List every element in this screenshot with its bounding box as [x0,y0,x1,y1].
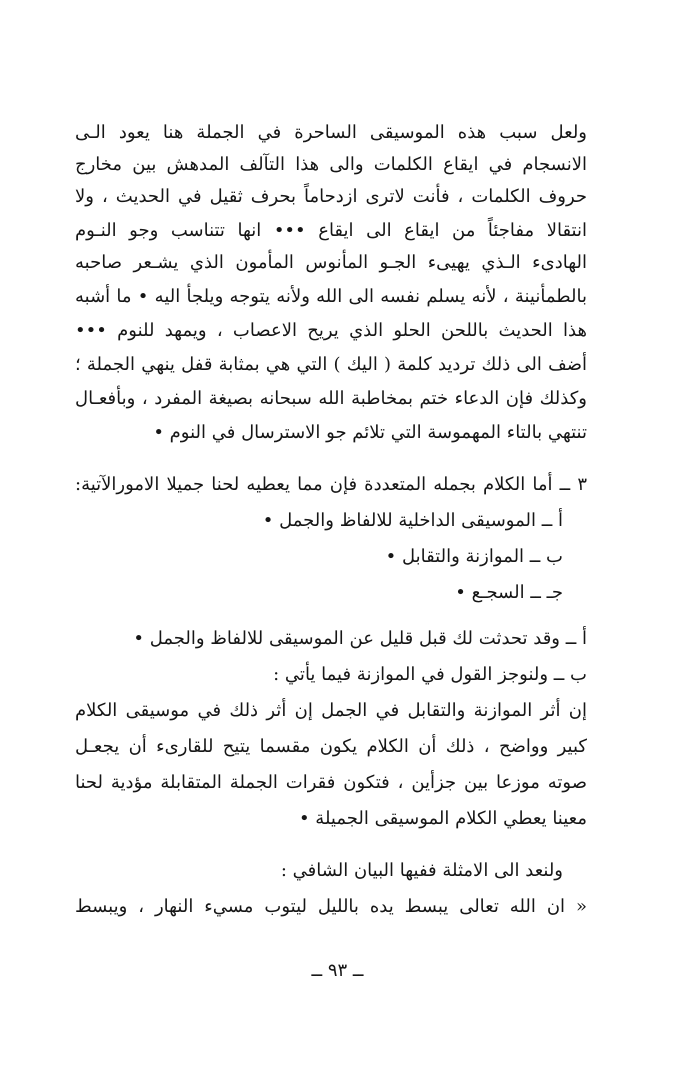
page-number: ــ ٩٣ ــ [311,960,364,981]
text-line: بالطمأنينة ، لأنه يسلم نفسه الى الله ولأنه يتوجه ويلجأ اليه • ما أشبه [75,286,587,307]
text-line: ولنعد الى الامثلة ففيها البيان الشافي : [280,860,563,881]
text-line: كبير وواضح ، ذلك أن الكلام يكون مقسما يتيح للقارىء أن يجعـل [75,736,587,757]
text-line: تنتهي بالتاء المهموسة التي تلائم جو الاسترسال في النوم • [153,422,587,443]
section-heading: ٣ ــ أما الكلام بجمله المتعددة فإن مما يعطيه لحنا جميلا الامورالآتية: [75,474,587,495]
text-line: ولعل سبب هذه الموسيقى الساحرة في الجملة هنا يعود الـى [75,122,587,143]
text-line: الانسجام في ايقاع الكلمات والى هذا التآلف المدهش بين مخارج [75,154,587,175]
list-item: ب ــ الموازنة والتقابل • [385,546,563,567]
text-line: صوته موزعا بين جزأين ، فتكون فقرات الجملة المتقابلة مؤدية لحنا [75,772,587,793]
text-line: أ ــ وقد تحدثت لك قبل قليل عن الموسيقى للالفاظ والجمل • [133,628,587,649]
text-line: معينا يعطي الكلام الموسيقى الجميلة • [298,808,587,829]
text-line: إن أثر الموازنة والتقابل في الجمل إن أثر ذلك في موسيقى الكلام [75,700,587,721]
text-line: « ان الله تعالى يبسط يده بالليل ليتوب مسيء النهار ، ويبسط [75,896,587,917]
text-line: الهادىء الـذي يهيىء الجـو المأنوس المأمون الذي يشـعر صاحبه [75,252,587,273]
text-line: هذا الحديث باللحن الحلو الذي يريح الاعصاب ، ويمهد للنوم ••• [75,320,587,341]
text-line: ب ــ ولنوجز القول في الموازنة فيما يأتي : [273,664,587,685]
text-line: انتقالا مفاجئاً من ايقاع الى ايقاع ••• انها تتناسب وجو النـوم [75,220,587,241]
list-item: أ ــ الموسيقى الداخلية للالفاظ والجمل • [262,510,563,531]
text-line: حروف الكلمات ، فأنت لاترى ازدحاماً بحرف ثقيل في الحديث ، ولا [75,186,587,207]
text-line: أضف الى ذلك ترديد كلمة ( اليك ) التي هي بمثابة قفل ينهي الجملة ؛ [75,354,587,375]
list-item: جـ ــ السجـع • [455,582,563,603]
text-line: وكذلك فإن الدعاء ختم بمخاطبة الله سبحانه بصيغة المفرد ، وبأفعـال [75,388,587,409]
